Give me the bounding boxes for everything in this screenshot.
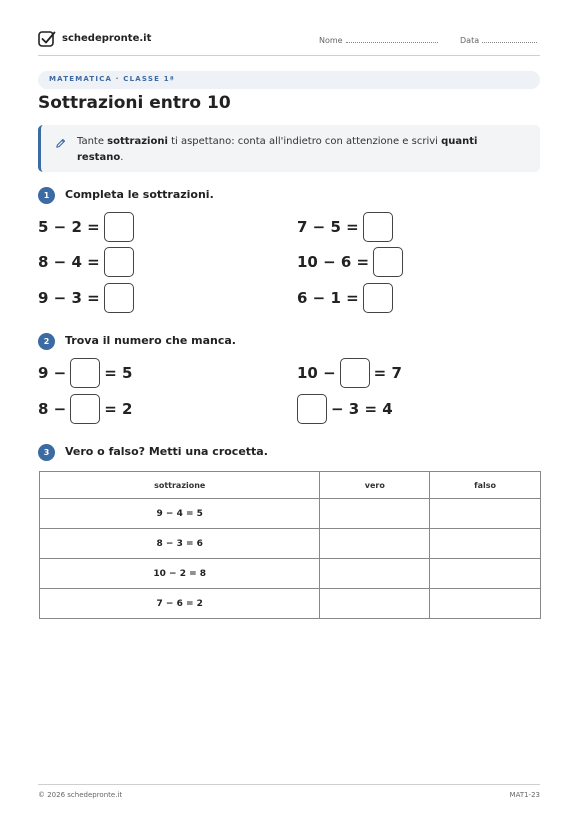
column-header: falso xyxy=(430,472,541,499)
table-row xyxy=(40,499,541,529)
sheet-code: MAT1-23 xyxy=(509,791,540,799)
instruction-text: Tante sottrazioni ti aspettano: conta all'indietro con attenzione e scrivi quanti restano. xyxy=(77,136,478,163)
section-label: Completa le sottrazioni. xyxy=(65,188,214,201)
subtraction-item: 6 − 1 = xyxy=(297,281,393,313)
table-header-row xyxy=(40,472,541,499)
date-label: Data xyxy=(460,36,480,45)
answer-box[interactable] xyxy=(70,394,100,424)
section-number-badge: 2 xyxy=(38,333,55,350)
date-field[interactable] xyxy=(460,35,537,45)
missing-number-item: 10 − = 7 xyxy=(297,356,402,388)
answer-box[interactable] xyxy=(297,394,327,424)
page-header xyxy=(38,30,540,56)
subtraction-item: 9 − 3 = xyxy=(38,281,134,313)
false-cell[interactable] xyxy=(430,529,541,559)
subtraction-cell: 10 − 2 = 8 xyxy=(40,559,320,589)
section-number-badge: 1 xyxy=(38,187,55,204)
answer-box[interactable] xyxy=(363,212,393,242)
checkbox-logo-icon xyxy=(38,30,56,48)
column-header: vero xyxy=(320,472,430,499)
table-row xyxy=(40,559,541,589)
instruction-box xyxy=(38,125,540,172)
true-false-table xyxy=(39,471,541,619)
subtraction-item: 10 − 6 = xyxy=(297,245,403,277)
answer-box[interactable] xyxy=(373,247,403,277)
column-header: sottrazione xyxy=(40,472,320,499)
subtraction-cell: 9 − 4 = 5 xyxy=(40,499,320,529)
table-row xyxy=(40,589,541,619)
true-cell[interactable] xyxy=(320,589,430,619)
subtraction-cell: 8 − 3 = 6 xyxy=(40,529,320,559)
false-cell[interactable] xyxy=(430,499,541,529)
page-title: Sottrazioni entro 10 xyxy=(38,93,231,113)
answer-box[interactable] xyxy=(104,283,134,313)
section-label: Trova il numero che manca. xyxy=(65,334,236,347)
name-field[interactable] xyxy=(319,35,438,45)
answer-box[interactable] xyxy=(363,283,393,313)
answer-box[interactable] xyxy=(70,358,100,388)
false-cell[interactable] xyxy=(430,589,541,619)
true-cell[interactable] xyxy=(320,559,430,589)
answer-box[interactable] xyxy=(104,212,134,242)
missing-number-item: 9 − = 5 xyxy=(38,356,132,388)
copyright-text: © 2026 schedepronte.it xyxy=(38,791,123,799)
pencil-icon xyxy=(55,138,66,149)
section-number-badge: 3 xyxy=(38,444,55,461)
subtraction-cell: 7 − 6 = 2 xyxy=(40,589,320,619)
date-line[interactable] xyxy=(482,35,537,43)
missing-number-item: − 3 = 4 xyxy=(297,392,393,424)
missing-number-item: 8 − = 2 xyxy=(38,392,132,424)
false-cell[interactable] xyxy=(430,559,541,589)
subject-bar xyxy=(38,71,540,89)
table-row xyxy=(40,529,541,559)
page-footer xyxy=(38,784,540,804)
true-cell[interactable] xyxy=(320,529,430,559)
subtraction-item: 5 − 2 = xyxy=(38,210,134,242)
section-label: Vero o falso? Metti una crocetta. xyxy=(65,445,268,458)
brand-name: schedepronte.it xyxy=(62,33,152,44)
subtraction-item: 7 − 5 = xyxy=(297,210,393,242)
name-label: Nome xyxy=(319,36,343,45)
name-line[interactable] xyxy=(346,35,438,43)
true-cell[interactable] xyxy=(320,499,430,529)
answer-box[interactable] xyxy=(104,247,134,277)
subtraction-item: 8 − 4 = xyxy=(38,245,134,277)
answer-box[interactable] xyxy=(340,358,370,388)
subject-label: MATEMATICA · CLASSE 1ª xyxy=(49,75,175,83)
